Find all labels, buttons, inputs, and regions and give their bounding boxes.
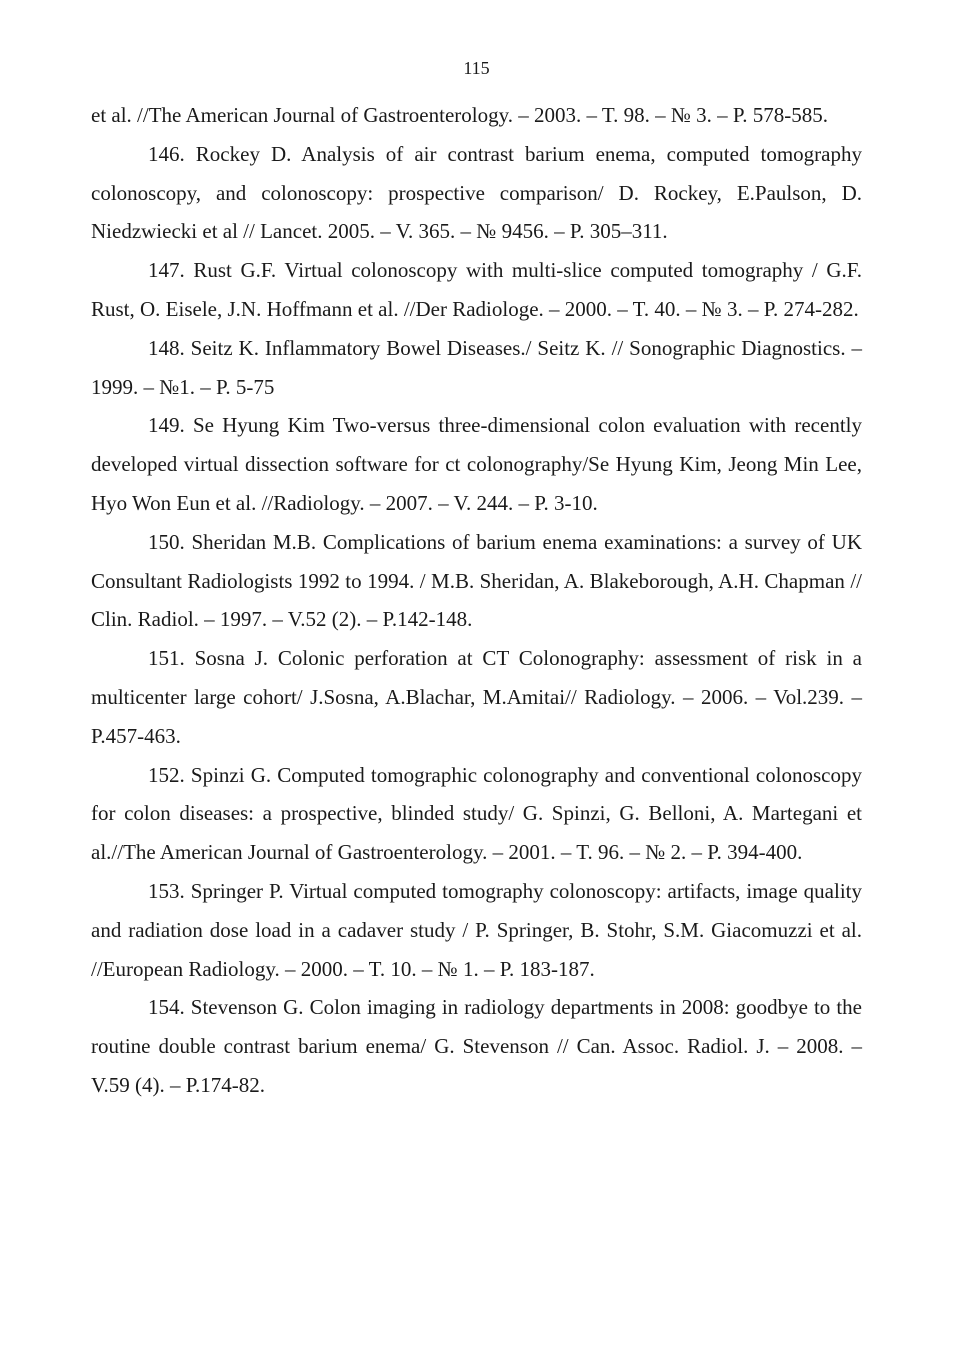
reference-147: 147. Rust G.F. Virtual colonoscopy with multi-slice computed tomography / G.F. Rust, O. Eisele, J.N. Hoffmann et al. //Der Radiologe. – 2000. – T. 40. – № 3. – P. 274-282.: [91, 258, 862, 321]
reference-146: 146. Rockey D. Analysis of air contrast barium enema, computed tomography colonoscopy, and colonoscopy: prospective comparison/ D. Rockey, E.Paulson, D. Niedzwiecki et al // Lancet. 2005. – V. 365. – № 9456. – P. 305–311.: [91, 141, 862, 244]
reference-150: 150. Sheridan M.B. Complications of barium enema examinations: a survey of UK Consultant Radiologists 1992 to 1994. / M.B. Sheridan, A. Blakeborough, A.H. Chapman // Clin. Radiol. – 1997. – V.52 (2). – P.142-148.: [91, 529, 862, 632]
reference-151: 151. Sosna J. Colonic perforation at CT Colonography: assessment of risk in a multicenter large cohort/ J.Sosna, A.Blachar, M.Amitai// Radiology. – 2006. – Vol.239. – P.457-463.: [91, 646, 862, 748]
reference-continuation: et al. //The American Journal of Gastroenterology. – 2003. – T. 98. – № 3. – P. 578-585.: [91, 103, 829, 127]
reference-148: 148. Seitz K. Inflammatory Bowel Diseases./ Seitz K. // Sonographic Diagnostics. – 1999. – №1. – P. 5-75: [91, 335, 862, 399]
reference-149: 149. Se Hyung Kim Two-versus three-dimensional colon evaluation with recently developed virtual dissection software for ct colonography/Se Hyung Kim, Jeong Min Lee, Hyo Won Eun et al. //Radiology. – 2007. – V. 244. – P. 3-10.: [91, 413, 862, 515]
reference-153: 153. Springer P. Virtual computed tomography colonoscopy: artifacts, image quality and radiation dose load in a cadaver study / P. Springer, B. Stohr, S.M. Giacomuzzi et al. //European Radiology. – 2000. – T. 10. – № 1. – P. 183-187.: [91, 878, 862, 981]
page-number: 115: [463, 58, 490, 78]
reference-list: [91, 96, 862, 1105]
reference-152: 152. Spinzi G. Computed tomographic colonography and conventional colonoscopy for colon diseases: a prospective, blinded study/ G. Spinzi, G. Belloni, A. Martegani et al.//The American Journal of Gastroenterology. – 2001. – T. 96. – № 2. – P. 394-400.: [91, 762, 862, 865]
reference-154: 154. Stevenson G. Colon imaging in radiology departments in 2008: goodbye to the routine double contrast barium enema/ G. Stevenson // Can. Assoc. Radiol. J. – 2008. – V.59 (4). – P.174-82.: [91, 995, 862, 1097]
